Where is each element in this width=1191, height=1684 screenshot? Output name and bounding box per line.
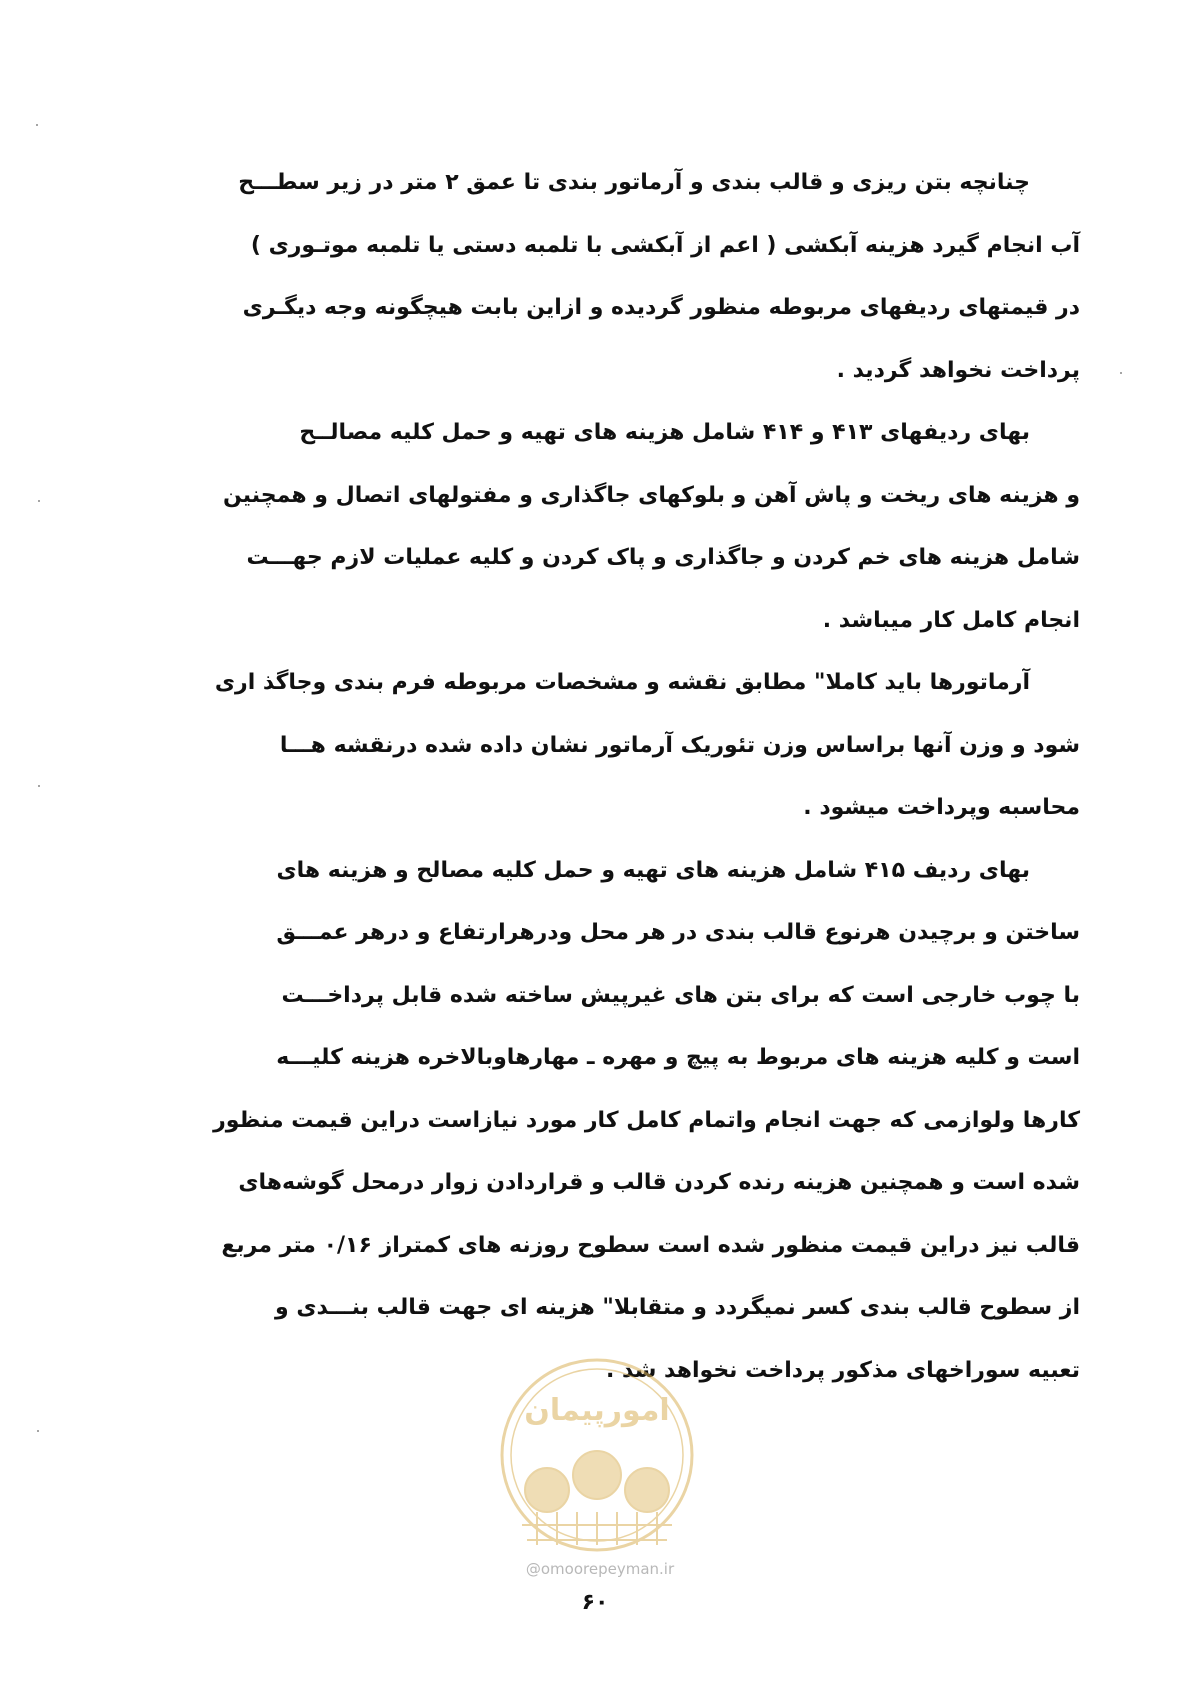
text-line: چنانچه بتن ریزی و قالب بندی و آرماتور بندی تا عمق ۲ متر در زیر سطـــح: [238, 170, 1030, 195]
text-line: بهای ردیفهای ۴۱۳ و ۴۱۴ شامل هزینه های تهیه و حمل کلیه مصالــح: [299, 420, 1030, 445]
text-line: پرداخت نخواهد گردید .: [836, 357, 1080, 383]
page-number: ۶۰: [581, 1590, 609, 1615]
paragraph-4: [213, 840, 1080, 1403]
text-line: و هزینه های ریخت و پاش آهن و بلوکهای جاگذاری و مفتولهای اتصال و همچنین: [223, 482, 1080, 508]
text-line: با چوب خارجی است که برای بتن های غیرپیش ساخته شده قابل پرداخـــت: [281, 982, 1080, 1008]
text-line: شود و وزن آنها براساس وزن تئوریک آرماتور نشان داده شده درنقشه هـــا: [279, 732, 1080, 758]
text-line: بهای ردیف ۴۱۵ شامل هزینه های تهیه و حمل کلیه مصالح و هزینه های: [276, 857, 1030, 883]
scan-speck: [38, 785, 40, 787]
paragraph-3: [214, 652, 1080, 840]
text-line: آرماتورها باید کاملا" مطابق نقشه و مشخصات مربوطه فرم بندی وجاگذ اری: [214, 670, 1030, 695]
paragraph-1: [238, 152, 1080, 402]
text-line: از سطوح قالب بندی کسر نمیگردد و متقابلا" هزینه ای جهت قالب بنـــدی و: [275, 1295, 1080, 1320]
watermark-logo-text: امورپیمان: [524, 1393, 670, 1428]
text-line: شده است و همچنین هزینه رنده کردن قالب و قراردادن زوار درمحل گوشه‌های: [238, 1170, 1080, 1195]
text-line: کارها ولوازمی که جهت انجام واتمام کامل کار مورد نیازاست دراین قیمت منظور: [213, 1107, 1080, 1133]
text-line: آب انجام گیرد هزینه آبکشی ( اعم از آبکشی با تلمبه دستی یا تلمبه موتـوری ): [250, 232, 1080, 258]
scan-speck: [36, 124, 38, 126]
text-line: محاسبه وپرداخت میشود .: [803, 795, 1080, 820]
text-line: است و کلیه هزینه های مربوط به پیچ و مهره ـ مهارهاوبالاخره هزینه کلیـــه: [276, 1045, 1080, 1070]
text-line: ساختن و برچیدن هرنوع قالب بندی در هر محل ودرهرارتفاع و درهر عمـــق: [276, 920, 1080, 945]
body-text: [213, 152, 1080, 1402]
scan-speck: [1120, 372, 1122, 374]
paragraph-2: [223, 402, 1080, 652]
text-line: قالب نیز دراین قیمت منظور شده است سطوح روزنه های کمتراز ۰/۱۶ متر مربع: [221, 1232, 1080, 1258]
text-line: شامل هزینه های خم کردن و جاگذاری و پاک کردن و کلیه عملیات لازم جهـــت: [246, 545, 1080, 570]
watermark-site: @omoorepeyman.ir: [525, 1560, 675, 1578]
text-line: انجام کامل کار میباشد .: [822, 607, 1080, 633]
text-line: در قیمتهای ردیفهای مربوطه منظور گردیده و ازاین بابت هیچگونه وجه دیگـری: [242, 295, 1080, 320]
text-line: تعبیه سوراخهای مذکور پرداخت نخواهد شد .: [606, 1357, 1080, 1383]
scan-speck: [38, 500, 40, 502]
scan-speck: [37, 1430, 39, 1432]
